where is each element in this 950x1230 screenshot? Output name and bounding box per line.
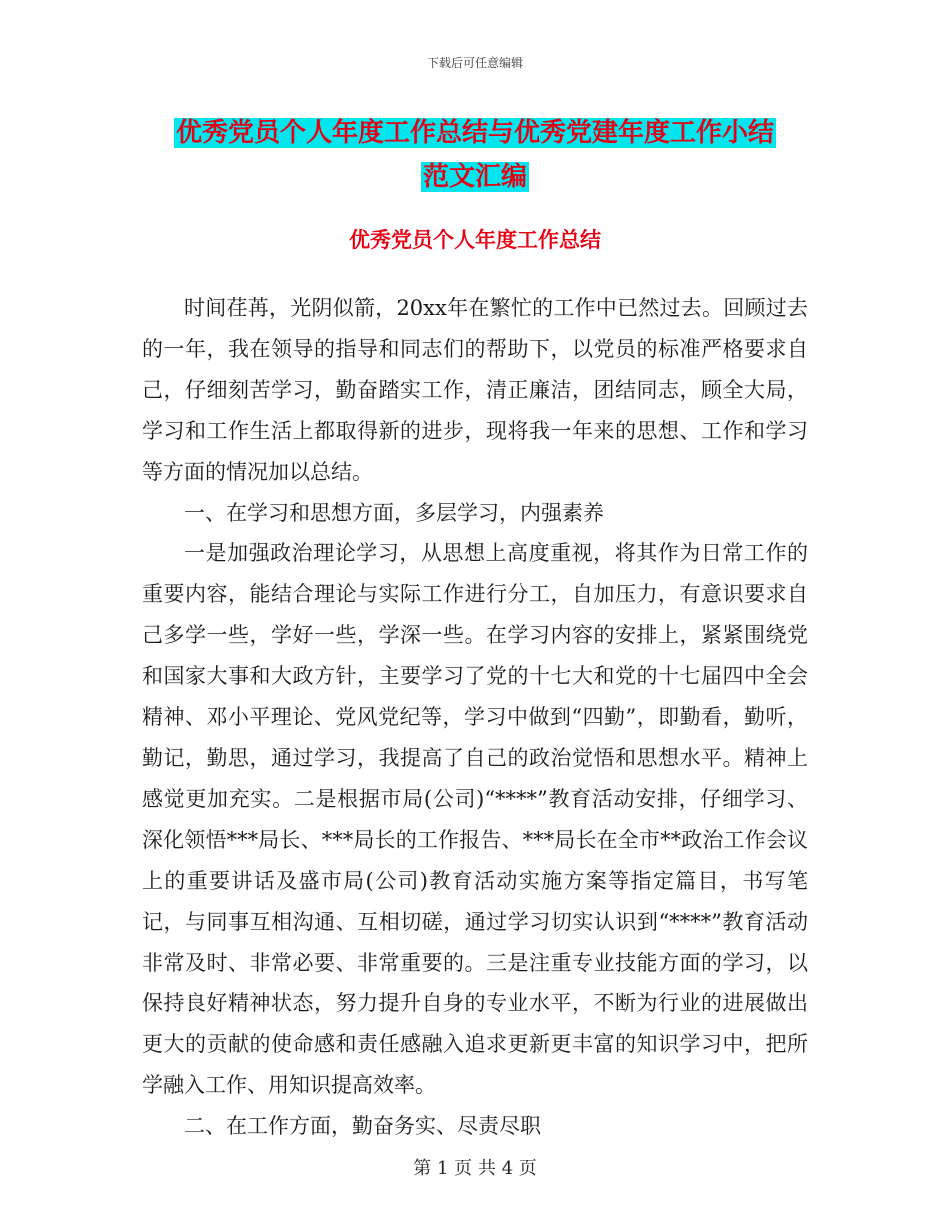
page-footer: 第 1 页 共 4 页 [413,1158,537,1179]
paragraph-study: 一是加强政治理论学习，从思想上高度重视，将其作为日常工作的重要内容，能结合理论与实际工作进行分工，自加压力，有意识要求自己多学一些，学好一些，学深一些。在学习内容的安排上，紧紧围绕党和国家大事和大政方针，主要学习了党的十七大和党的十七届四中全会精神、邓小平理论、党风党纪等，学习中做到“四勤”，即勤看，勤听，勤记，勤思，通过学习，我提高了自己的政治觉悟和思想水平。精神上感觉更加充实。二是根据市局(公司)“****”教育活动安排，仔细学习、深化领悟***局长、***局长的工作报告、***局长在全市**政治工作会议上的重要讲话及盛市局(公司)教育活动实施方案等指定篇目，书写笔记，与同事互相沟通、互相切磋，通过学习切实认识到“****”教育活动非常及时、非常必要、非常重要的。三是注重专业技能方面的学习，以保持良好精神状态，努力提升自身的专业水平，不断为行业的进展做出更大的贡献的使命感和责任感融入追求更新更丰富的知识学习中，把所学融入工作、用知识提高效率。 [142,541,808,1098]
body-text [142,288,808,1147]
paragraph-intro: 时间荏苒，光阴似箭，20xx年在繁忙的工作中已然过去。回顾过去的一年，我在领导的指导和同志们的帮助下，以党员的标准严格要求自己，仔细刻苦学习，勤奋踏实工作，清正廉洁，团结同志，顾全大局，学习和工作生活上都取得新的进步，现将我一年来的思想、工作和学习等方面的情况加以总结。 [142,296,808,484]
document-title-line-1 [0,112,950,149]
title-highlight-1: 优秀党员个人年度工作总结与优秀党建年度工作小结 [175,118,774,148]
document-title-line-2 [0,156,950,193]
title-highlight-2: 范文汇编 [422,162,527,192]
section-title: 优秀党员个人年度工作总结 [349,227,601,252]
header-note: 下载后可任意编辑 [426,56,523,70]
paragraph-heading-1: 一、在学习和思想方面，多层学习，内强素养 [184,500,604,525]
paragraph-heading-2: 二、在工作方面，勤奋务实、尽责尽职 [184,1114,541,1139]
